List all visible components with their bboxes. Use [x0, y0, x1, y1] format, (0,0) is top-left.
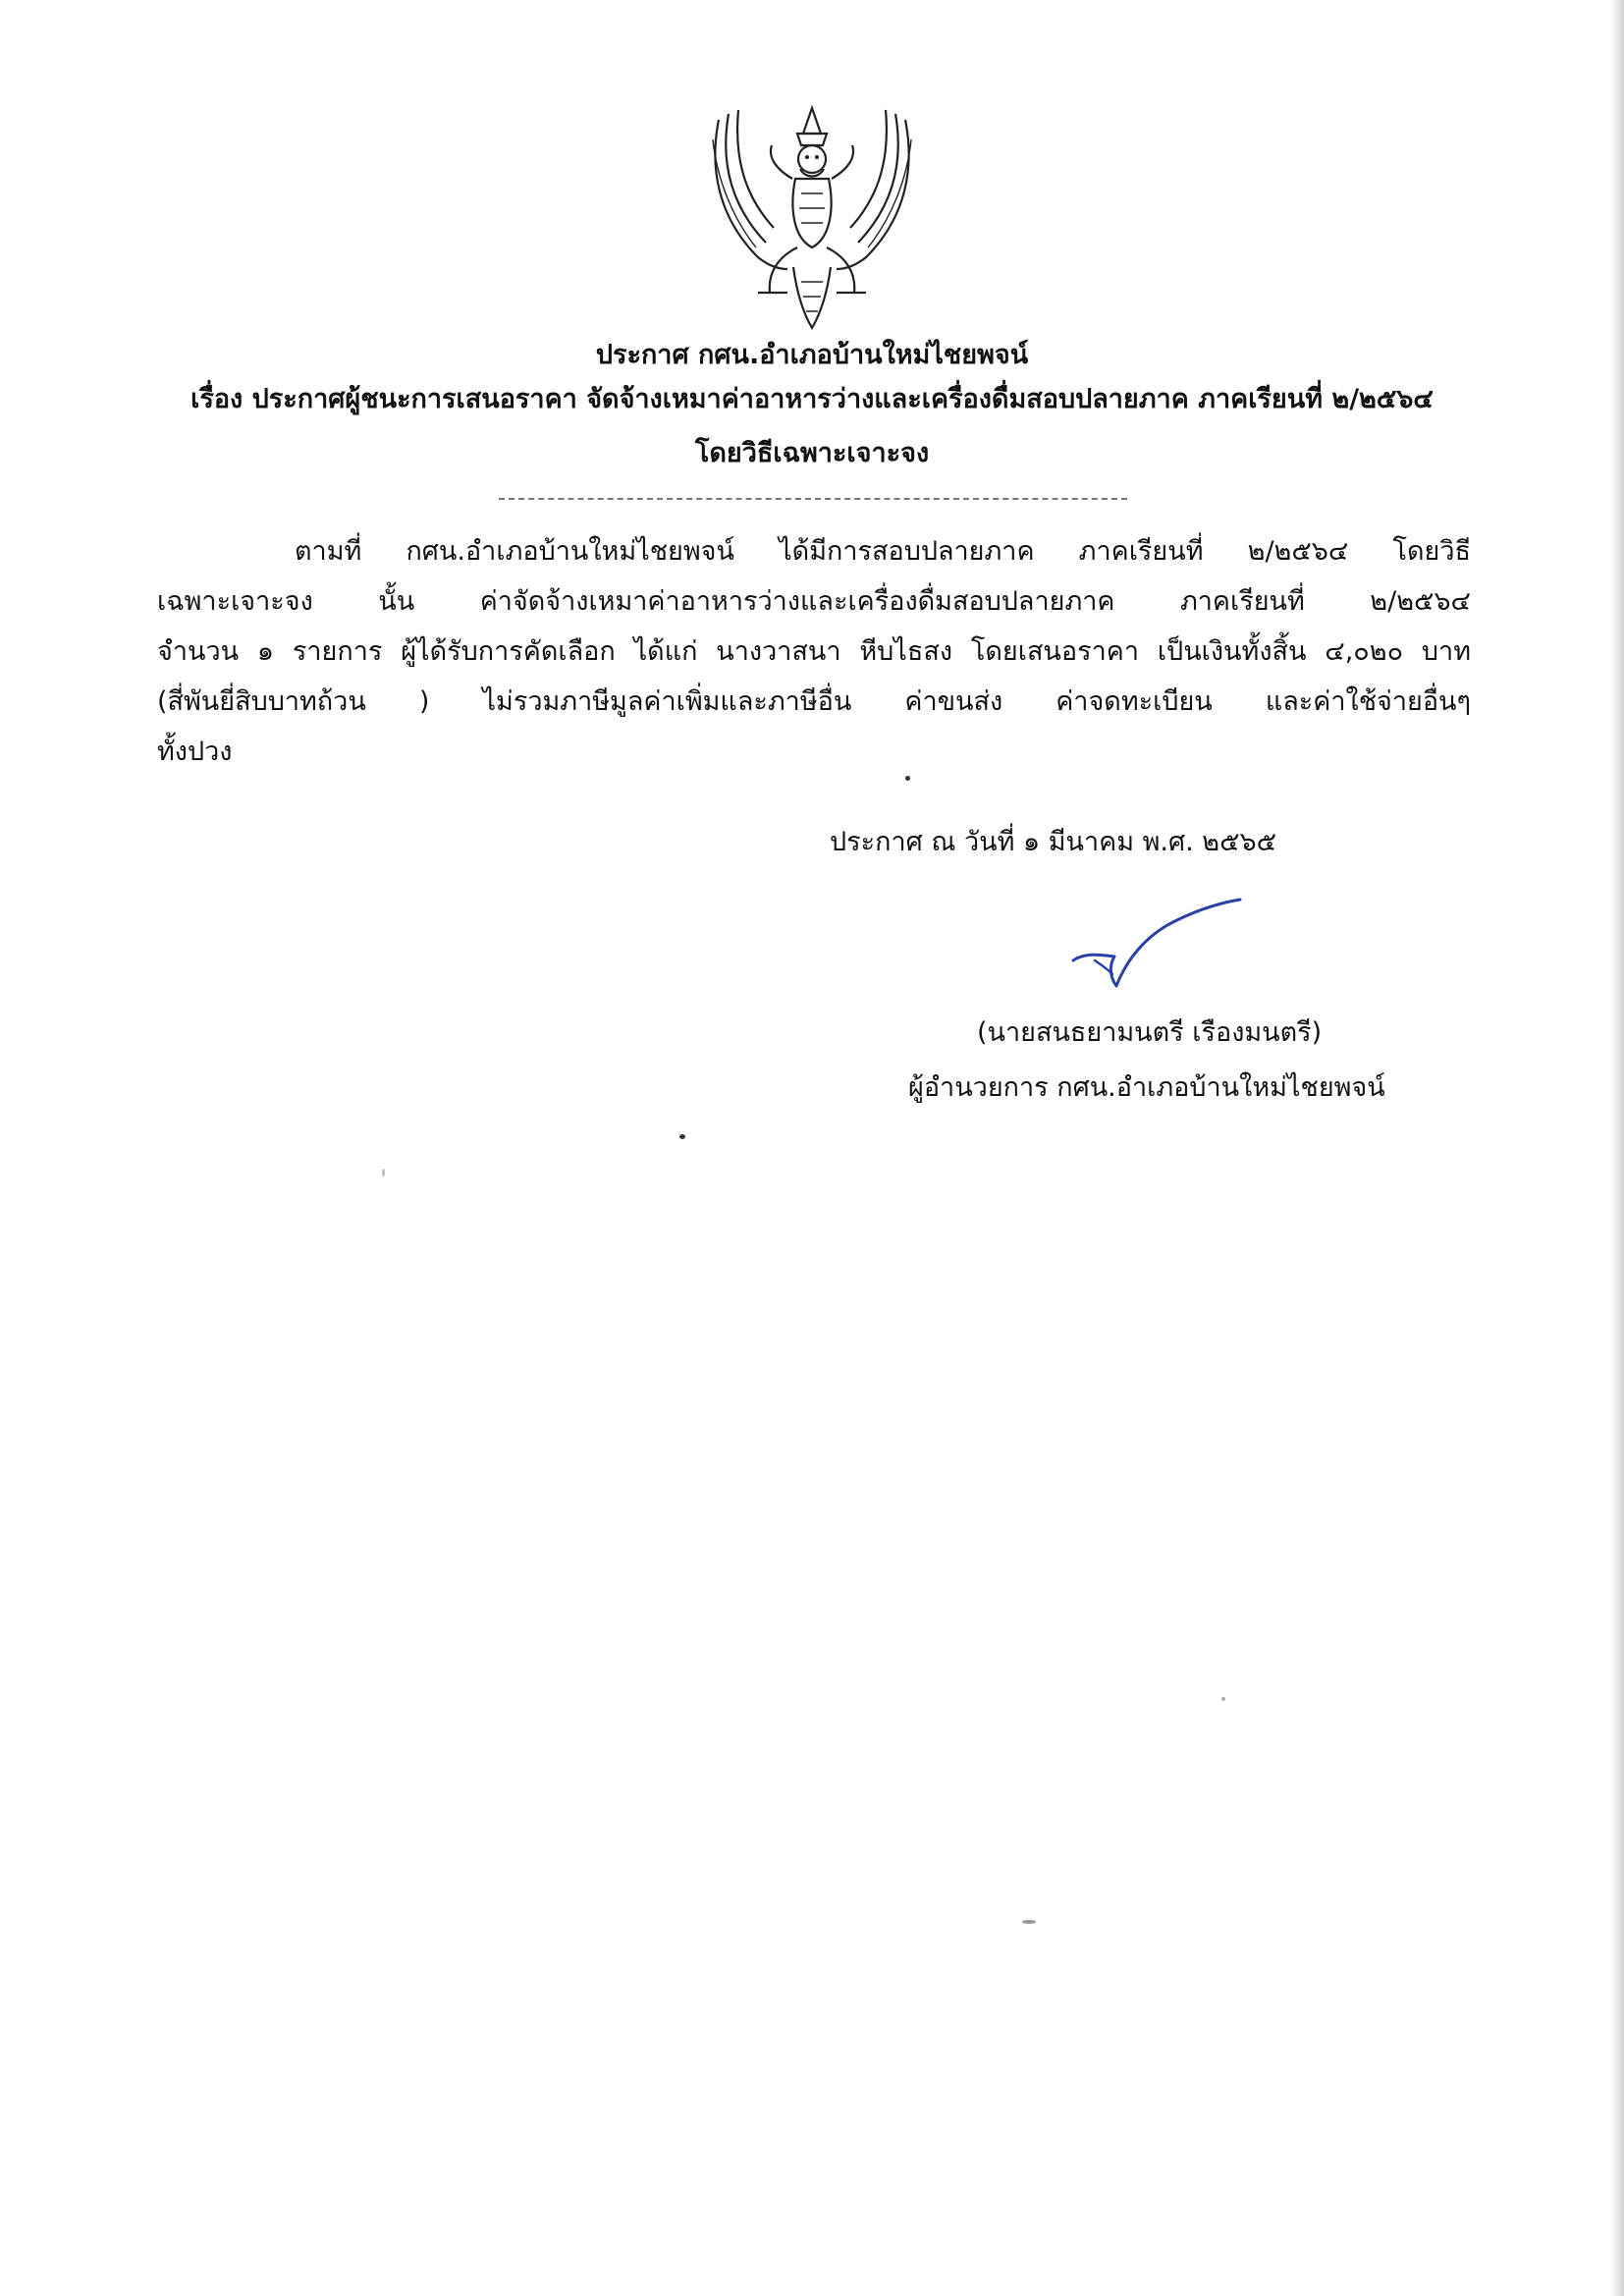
title-divider [499, 498, 1127, 500]
body-line-5: ทั้งปวง [157, 737, 233, 767]
announcement-date: ประกาศ ณ วันที่ ๑ มีนาคม พ.ศ. ๒๕๖๕ [830, 827, 1277, 857]
scan-speck [1221, 1697, 1225, 1701]
body-line-3: จำนวน ๑ รายการ ผู้ได้รับการคัดเลือก ได้แก่ นางวาสนา หีบไธสง โดยเสนอราคา เป็นเงินทั้งสิ้น ๔,๐๒๐ บาท [157, 636, 1471, 667]
scan-speck [905, 776, 910, 781]
body-line-1: ตามที่ กศน.อำเภอบ้านใหม่ไชยพจน์ ได้มีการสอบปลายภาค ภาคเรียนที่ ๒/๒๕๖๔ โดยวิธี [295, 536, 1471, 567]
body-line-2: เฉพาะเจาะจง นั้น ค่าจัดจ้างเหมาค่าอาหารว่างและเครื่องดื่มสอบปลายภาค ภาคเรียนที่ ๒/๒๕๖๔ [157, 586, 1471, 617]
scan-speck [1022, 1920, 1036, 1924]
procurement-method: โดยวิธีเฉพาะเจาะจง [694, 438, 930, 468]
garuda-emblem [699, 100, 925, 332]
announcement-subject: เรื่อง ประกาศผู้ชนะการเสนอราคา จัดจ้างเหมาค่าอาหารว่างและเครื่องดื่มสอบปลายภาค ภาคเรียนที่ ๒/๒๕๖๔ [190, 384, 1434, 414]
signature [1065, 896, 1252, 994]
signer-name: (นายสนธยามนตรี เรืองมนตรี) [977, 1017, 1323, 1048]
scan-speck [382, 1169, 385, 1176]
scan-speck [679, 1134, 685, 1139]
announcement-title: ประกาศ กศน.อำเภอบ้านใหม่ไชยพจน์ [595, 340, 1029, 370]
signer-title: ผู้อำนวยการ กศน.อำเภอบ้านใหม่ไชยพจน์ [908, 1072, 1385, 1103]
body-line-4: (สี่พันยี่สิบบาทถ้วน ) ไม่รวมภาษีมูลค่าเพิ่มและภาษีอื่น ค่าขนส่ง ค่าจดทะเบียน และค่าใช้จ่ายอื่นๆ [157, 686, 1471, 717]
